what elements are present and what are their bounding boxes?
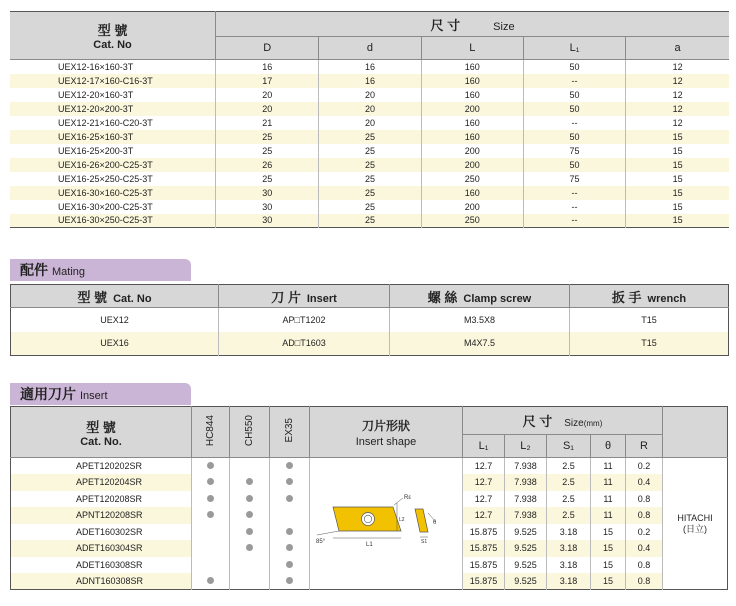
holder-value-cell: --	[523, 200, 625, 214]
insert-size-header: 尺 寸 Size(mm)	[463, 407, 663, 435]
mating-screw-header: 螺 絲 Clamp screw	[390, 285, 570, 308]
grade-available-dot-icon	[246, 511, 253, 518]
insert-size-cell: 0.2	[626, 458, 663, 475]
holder-value-cell: 50	[523, 102, 625, 116]
grade-cell	[270, 474, 310, 491]
holder-row	[10, 130, 729, 144]
holder-value-cell: 200	[421, 158, 523, 172]
grade-cell	[230, 474, 270, 491]
grade-cell	[192, 507, 230, 524]
grade-available-dot-icon	[286, 544, 293, 551]
insert-size-cell: 0.8	[626, 557, 663, 574]
insert-size-cell: 9.525	[505, 524, 547, 541]
insert-size-cell: 15	[591, 573, 626, 590]
holder-row	[10, 144, 729, 158]
holder-value-cell: 16	[216, 60, 319, 74]
mating-table	[10, 284, 729, 356]
insert-cat-cell: ADET160302SR	[11, 524, 192, 541]
grade-available-dot-icon	[207, 478, 214, 485]
insert-size-cell: 0.4	[626, 540, 663, 557]
holder-row	[10, 88, 729, 102]
holder-value-cell: 17	[216, 74, 319, 88]
insert-size-cell: 11	[591, 491, 626, 508]
insert-size-cell: 11	[591, 474, 626, 491]
holder-value-cell: 25	[319, 186, 421, 200]
insert-size-cell: 7.938	[505, 507, 547, 524]
grade-header-hc844: HC844	[192, 407, 230, 458]
grade-cell	[270, 573, 310, 590]
holder-cat-cell: UEX16-25×200-3T	[10, 144, 216, 158]
holder-value-cell: 15	[672, 159, 683, 170]
grade-available-dot-icon	[286, 577, 293, 584]
holder-value-cell: 12	[672, 61, 683, 72]
holder-value-cell: 20	[319, 88, 421, 102]
holder-cat-cell: UEX16-25×160-3T	[10, 130, 216, 144]
grade-available-dot-icon	[246, 495, 253, 502]
insert-size-cell: 11	[591, 458, 626, 475]
holder-value-cell: 12	[672, 75, 683, 86]
grade-cell	[192, 557, 230, 574]
insert-table	[10, 406, 728, 590]
holder-value-cell: --	[523, 214, 625, 228]
grade-header-ex35: EX35	[270, 407, 310, 458]
holder-value-cell: 250	[421, 214, 523, 228]
holder-value-cell: 50	[523, 158, 625, 172]
mating-screw-cell: M3.5X8	[390, 308, 570, 332]
grade-available-dot-icon	[246, 544, 253, 551]
grade-cell	[270, 524, 310, 541]
holder-value-cell: 75	[523, 172, 625, 186]
insert-col-header: R	[626, 435, 663, 458]
insert-cat-header: 型 號 Cat. No.	[11, 407, 192, 458]
mating-insert-header: 刀 片 Insert	[219, 285, 390, 308]
holder-value-cell: --	[523, 116, 625, 130]
insert-size-cell: 7.938	[505, 458, 547, 475]
holder-row	[10, 186, 729, 200]
holder-value-cell: 25	[216, 172, 319, 186]
holder-col-header: L₁	[523, 37, 625, 60]
mating-row	[11, 308, 729, 332]
holder-value-cell: 20	[216, 102, 319, 116]
holder-value-cell: 15	[672, 145, 683, 156]
grade-cell	[230, 540, 270, 557]
grade-available-dot-icon	[207, 495, 214, 502]
holder-value-cell: 15	[672, 173, 683, 184]
insert-shape-diagram	[311, 491, 461, 555]
insert-cat-cell: APET120204SR	[11, 474, 192, 491]
grade-cell	[192, 540, 230, 557]
grade-cell	[270, 557, 310, 574]
holder-cat-cell: UEX16-25×250-C25-3T	[10, 172, 216, 186]
grade-available-dot-icon	[286, 561, 293, 568]
holder-value-cell: 25	[216, 144, 319, 158]
grade-cell	[230, 458, 270, 475]
insert-shape-header: 刀片形狀 Insert shape	[310, 407, 463, 458]
grade-cell	[192, 491, 230, 508]
holder-value-cell: 160	[421, 130, 523, 144]
maker-name-zh: (日立)	[683, 523, 707, 534]
grade-cell	[230, 573, 270, 590]
insert-size-cell: 12.7	[463, 507, 505, 524]
holder-value-cell: 30	[216, 186, 319, 200]
grade-cell	[192, 458, 230, 475]
insert-size-cell: 2.5	[547, 507, 591, 524]
insert-col-header: S₁	[547, 435, 591, 458]
insert-size-cell: 3.18	[547, 524, 591, 541]
grade-cell	[270, 491, 310, 508]
holder-value-cell: 25	[319, 172, 421, 186]
holder-value-cell: 25	[319, 200, 421, 214]
holder-value-cell: 200	[421, 200, 523, 214]
mating-cat-cell: UEX12	[11, 308, 219, 332]
insert-size-cell: 3.18	[547, 540, 591, 557]
insert-cat-cell: ADNT160308SR	[11, 573, 192, 590]
mating-cat-cell: UEX16	[11, 332, 219, 356]
insert-col-header: L₁	[463, 435, 505, 458]
holder-value-cell: 200	[421, 144, 523, 158]
holder-value-cell: --	[523, 74, 625, 88]
grade-cell	[230, 524, 270, 541]
insert-cat-cell: ADET160304SR	[11, 540, 192, 557]
holder-cat-cell: UEX12-20×200-3T	[10, 102, 216, 116]
insert-size-cell: 2.5	[547, 458, 591, 475]
mating-screw-cell: M4X7.5	[390, 332, 570, 356]
svg-text:L1: L1	[366, 541, 373, 548]
grade-available-dot-icon	[207, 511, 214, 518]
insert-size-cell: 15.875	[463, 524, 505, 541]
insert-col-header: θ	[591, 435, 626, 458]
insert-size-cell: 12.7	[463, 491, 505, 508]
holder-col-header: a	[626, 37, 729, 60]
grade-cell	[270, 507, 310, 524]
holder-value-cell: 20	[216, 88, 319, 102]
insert-size-cell: 3.18	[547, 573, 591, 590]
holder-value-cell: 25	[319, 144, 421, 158]
holder-value-cell: 15	[672, 187, 683, 198]
svg-text:Rε: Rε	[404, 494, 412, 501]
holder-value-cell: 75	[523, 144, 625, 158]
insert-shape-cell	[310, 458, 463, 590]
holder-value-cell: 16	[319, 74, 421, 88]
holder-cat-cell: UEX12-20×160-3T	[10, 88, 216, 102]
holder-cat-cell: UEX12-17×160-C16-3T	[10, 74, 216, 88]
holder-value-cell: 25	[216, 130, 319, 144]
holder-cat-cell: UEX12-21×160-C20-3T	[10, 116, 216, 130]
holder-value-cell: --	[523, 186, 625, 200]
svg-text:L2: L2	[399, 516, 405, 523]
grade-cell	[270, 458, 310, 475]
grade-available-dot-icon	[246, 478, 253, 485]
maker-header	[663, 407, 728, 458]
holder-cat-cell: UEX16-26×200-C25-3T	[10, 158, 216, 172]
maker-name: HITACHI	[677, 512, 713, 523]
holder-row	[10, 172, 729, 186]
mating-row	[11, 332, 729, 356]
insert-size-cell: 3.18	[547, 557, 591, 574]
holder-value-cell: 15	[672, 131, 683, 142]
insert-size-cell: 12.7	[463, 474, 505, 491]
insert-size-cell: 0.2	[626, 524, 663, 541]
svg-text:θ: θ	[433, 519, 437, 526]
grade-available-dot-icon	[246, 528, 253, 535]
mating-section-tab: 配件 Mating	[10, 259, 191, 281]
insert-size-cell: 15.875	[463, 573, 505, 590]
grade-cell	[192, 474, 230, 491]
grade-available-dot-icon	[286, 478, 293, 485]
insert-size-cell: 15.875	[463, 540, 505, 557]
insert-size-cell: 15	[591, 524, 626, 541]
holder-value-cell: 21	[216, 116, 319, 130]
holder-value-cell: 250	[421, 172, 523, 186]
holder-value-cell: 50	[523, 130, 625, 144]
svg-text:S1: S1	[421, 538, 428, 545]
holder-row	[10, 60, 729, 74]
grade-cell	[192, 524, 230, 541]
insert-size-cell: 7.938	[505, 474, 547, 491]
grade-available-dot-icon	[207, 577, 214, 584]
mating-insert-cell: AP□T1202	[219, 308, 390, 332]
grade-cell	[230, 557, 270, 574]
holder-value-cell: 30	[216, 214, 319, 228]
holder-cat-cell: UEX16-30×160-C25-3T	[10, 186, 216, 200]
mating-wrench-cell: T15	[641, 338, 657, 349]
holder-value-cell: 26	[216, 158, 319, 172]
holder-table	[10, 11, 729, 228]
mating-insert-cell: AD□T1603	[219, 332, 390, 356]
holder-value-cell: 15	[672, 201, 683, 212]
holder-value-cell: 160	[421, 60, 523, 74]
insert-size-cell: 12.7	[463, 458, 505, 475]
holder-value-cell: 25	[319, 130, 421, 144]
insert-size-cell: 9.525	[505, 573, 547, 590]
svg-text:85°: 85°	[316, 538, 326, 545]
grade-cell	[230, 507, 270, 524]
mating-wrench-cell: T15	[641, 314, 657, 325]
holder-value-cell: 20	[319, 116, 421, 130]
holder-value-cell: 160	[421, 88, 523, 102]
holder-value-cell: 20	[319, 102, 421, 116]
insert-size-cell: 0.8	[626, 491, 663, 508]
insert-size-cell: 2.5	[547, 474, 591, 491]
grade-available-dot-icon	[286, 495, 293, 502]
insert-size-cell: 11	[591, 507, 626, 524]
holder-value-cell: 25	[319, 158, 421, 172]
holder-col-header: D	[216, 37, 319, 60]
grade-available-dot-icon	[286, 462, 293, 469]
holder-cat-cell: UEX12-16×160-3T	[10, 60, 216, 74]
holder-value-cell: 12	[672, 117, 683, 128]
holder-value-cell: 160	[421, 116, 523, 130]
insert-section-tab: 適用刀片 Insert	[10, 383, 191, 405]
holder-value-cell: 25	[319, 214, 421, 228]
grade-available-dot-icon	[286, 528, 293, 535]
holder-value-cell: 30	[216, 200, 319, 214]
holder-cat-header: 型 號 Cat. No	[10, 12, 216, 60]
insert-size-cell: 15	[591, 540, 626, 557]
grade-available-dot-icon	[207, 462, 214, 469]
grade-cell	[192, 573, 230, 590]
holder-row	[10, 102, 729, 116]
holder-row	[10, 116, 729, 130]
holder-cat-cell: UEX16-30×200-C25-3T	[10, 200, 216, 214]
holder-value-cell: 12	[672, 89, 683, 100]
insert-size-cell: 0.4	[626, 474, 663, 491]
holder-cat-cell: UEX16-30×250-C25-3T	[10, 214, 216, 228]
holder-value-cell: 160	[421, 74, 523, 88]
holder-size-header: 尺 寸 Size	[216, 12, 729, 37]
holder-col-header: L	[421, 37, 523, 60]
insert-size-cell: 2.5	[547, 491, 591, 508]
holder-row	[10, 74, 729, 88]
holder-value-cell: 50	[523, 60, 625, 74]
grade-header-ch550: CH550	[230, 407, 270, 458]
holder-row	[10, 158, 729, 172]
insert-size-cell: 0.8	[626, 573, 663, 590]
insert-size-cell: 9.525	[505, 540, 547, 557]
mating-wrench-header: 扳 手 wrench	[570, 285, 729, 308]
insert-cat-cell: APET120208SR	[11, 491, 192, 508]
holder-value-cell: 50	[523, 88, 625, 102]
insert-size-cell: 0.8	[626, 507, 663, 524]
insert-size-cell: 15	[591, 557, 626, 574]
insert-cat-cell: APNT120208SR	[11, 507, 192, 524]
holder-row	[10, 214, 729, 228]
holder-row	[10, 200, 729, 214]
insert-cat-cell: ADET160308SR	[11, 557, 192, 574]
grade-cell	[230, 491, 270, 508]
maker-cell	[663, 458, 728, 590]
grade-cell	[270, 540, 310, 557]
holder-value-cell: 160	[421, 186, 523, 200]
holder-value-cell: 200	[421, 102, 523, 116]
mating-cat-header: 型 號 Cat. No	[11, 285, 219, 308]
holder-value-cell: 12	[672, 103, 683, 114]
insert-cat-cell: APET120202SR	[11, 458, 192, 475]
holder-value-cell: 15	[672, 215, 683, 226]
insert-col-header: L₂	[505, 435, 547, 458]
holder-col-header: d	[319, 37, 421, 60]
insert-size-cell: 9.525	[505, 557, 547, 574]
insert-row	[11, 458, 728, 475]
insert-size-cell: 15.875	[463, 557, 505, 574]
holder-value-cell: 16	[319, 60, 421, 74]
insert-size-cell: 7.938	[505, 491, 547, 508]
